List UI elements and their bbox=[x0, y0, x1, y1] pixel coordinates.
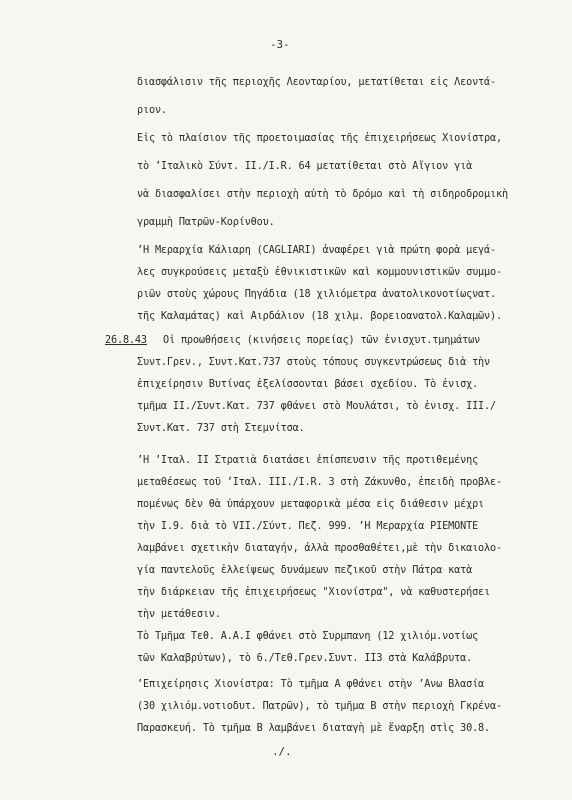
text-line: Συντ.Γρεν., Συντ.Κατ.737 στοὺς τόπους συγκεντρώσεως διὰ τὴν bbox=[137, 357, 491, 368]
text-line: ʼΗ Μεραρχία Κάλιαρη (CAGLIARI) ἀναφέρει γιὰ πρώτη φορὰ μεγά- bbox=[137, 245, 497, 256]
text-line: ριον. bbox=[137, 105, 167, 116]
text-line: τῆς Καλαμάτας) καὶ Αιρδάλιον (18 χιλμ. βορειοανατολ.Καλαμῶν). bbox=[137, 311, 502, 322]
date-label: 26.8.43 bbox=[105, 335, 147, 346]
text-line: ριῶν στοὺς χώρους Πηγάδια (18 χιλιόμετρα ἀνατολικονοτίωςνατ. bbox=[137, 289, 497, 300]
text-line: νὰ διασφαλίσει στὴν περιοχὴ αὐτὴ τὸ δρόμο καὶ τὴ σιδηροδρομικὴ bbox=[137, 189, 508, 200]
text-line: τὸ ʼΙταλικὸ Σύντ. II./I.R. 64 μετατίθεται στὸ Αἴγιον γιὰ bbox=[137, 161, 473, 172]
text-line: τῶν Καλαβρύτων), τὸ 6./Τεθ.Γρεν.Συντ. II3 στὰ Καλάβρυτα. bbox=[137, 653, 473, 664]
text-line: γία παντελοῦς ἐλλείψεως δυνάμεων πεζικοῦ στὴν Πάτρα κατὰ bbox=[137, 565, 473, 576]
text-line: Παρασκευή. Τὸ τμῆμα Β λαμβάνει διαταγὴ μὲ ἔναρξη στὶς 30.8. bbox=[137, 723, 491, 734]
text-line: ʼΗ ʼΙταλ. II Στρατιὰ διατάσει ἐπίσπευσιν τῆς προτιθεμένης bbox=[137, 455, 479, 466]
text-line: Συντ.Κατ. 737 στὴ Στεμνίτσα. bbox=[137, 423, 305, 434]
text-line: γραμμὴ Πατρῶν-Κορίνθου. bbox=[137, 217, 275, 228]
text-line: ἐπιχείρησιν Βυτίνας ἐξελίσσονται βάσει σχεδίου. Τὸ ἐνισχ. bbox=[137, 379, 479, 390]
text-line: τὴν I.9. διὰ τὸ VII./Σύντ. Πεζ. 999. ʼΗ Μεραρχία PIEMONTE bbox=[137, 521, 479, 532]
text-line: τὴν μετάθεσιν. bbox=[137, 609, 221, 620]
text-line: διασφάλισιν τῆς περιοχῆς Λεονταρίου, μετατίθεται εἰς Λεοντά- bbox=[137, 77, 497, 88]
continuation-mark: ./. bbox=[272, 745, 292, 758]
text-line: ʼΕπιχείρησις Χιονίστρα: Τὸ τμῆμα Α φθάνει στὴν ʼΑνω Βλασία bbox=[137, 679, 485, 690]
text-line: μεταθέσεως τοῦ ʼΙταλ. III./I.R. 3 στὴ Ζάκυνθο, ἐπειδὴ προβλε- bbox=[137, 477, 502, 488]
text-line: (30 χιλιόμ.νοτιοδυτ. Πατρῶν), τὸ τμῆμα Β στὴν περιοχὴ Γκρένα- bbox=[137, 701, 502, 712]
text-line: τὴν διάρκειαν τῆς ἐπιχειρήσεως "Χιονίστρα", νὰ καθυστερήσει bbox=[137, 587, 491, 598]
page-number: -3- bbox=[270, 38, 290, 51]
text-line: Οἱ προωθήσεις (κινήσεις πορείας) τῶν ἐνισχυτ.τμημάτων bbox=[163, 335, 481, 346]
text-line: Τὸ Τμῆμα Τεθ. Α.Α.I φθάνει στὸ Συρμπανη (12 χιλιόμ.νοτίως bbox=[137, 631, 479, 642]
text-line: πομένως δὲν θὰ ὑπάρχουν μεταφορικὰ μέσα εἰς διάθεσιν μέχρι bbox=[137, 499, 485, 510]
text-line: τμῆμα II./Συντ.Κατ. 737 φθάνει στὸ Μουλάτσι, τὸ ἐνισχ. III./ bbox=[137, 401, 497, 412]
text-line: λαμβάνει σχετικὴν διαταγήν, ἀλλὰ προσθαθέτει,μὲ τὴν δικαιολο- bbox=[137, 543, 502, 554]
text-line: Εἰς τὸ πλαίσιον τῆς προετοιμασίας τῆς ἐπιχειρήσεως Χιονίστρα, bbox=[137, 133, 502, 144]
text-line: λες συγκρούσεις μεταξὺ ἐθνικιστικῶν καὶ κομμουνιστικῶν συμμο- bbox=[137, 267, 502, 278]
